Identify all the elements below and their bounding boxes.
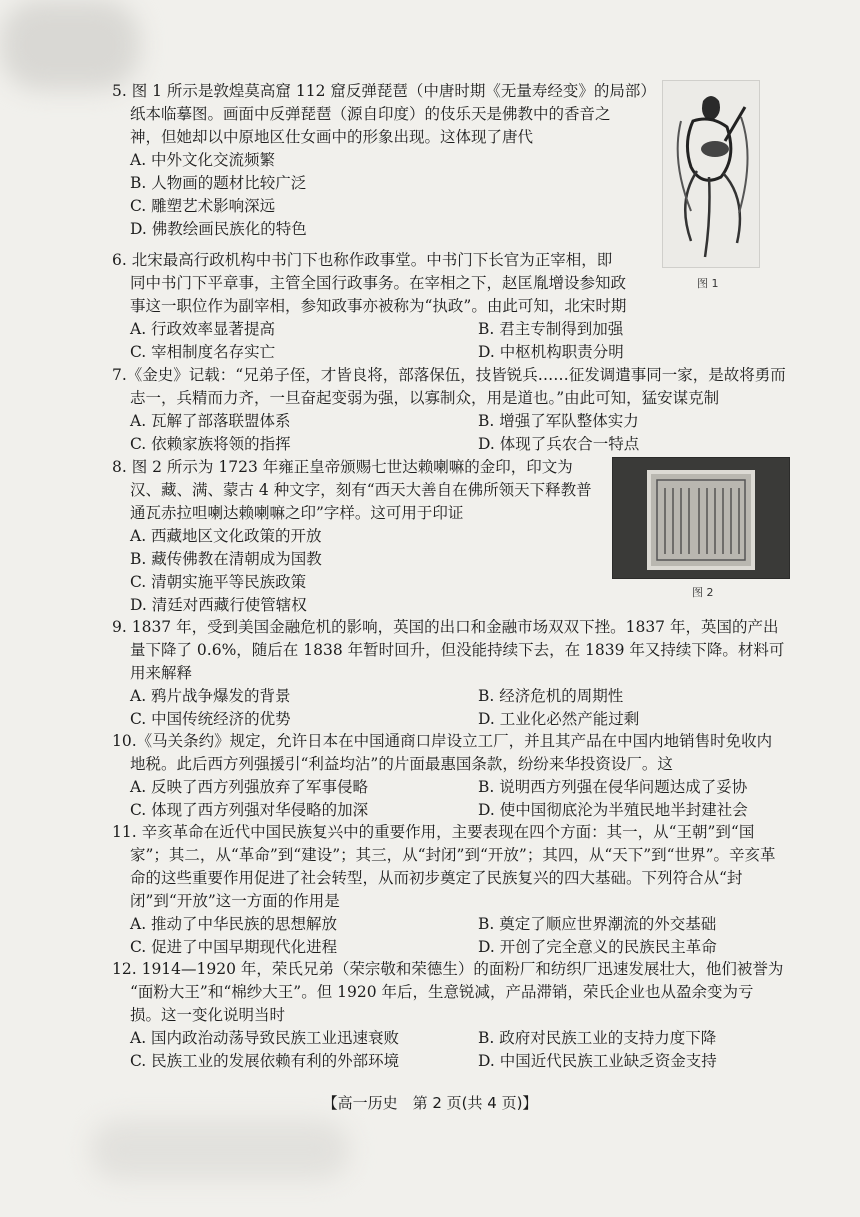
question-11-stem-line: 家”；其二，从“革命”到“建设”；其三，从“封闭”到“开放”；其四，从“天下”到“世界”。辛亥革 — [130, 846, 776, 864]
question-12-stem-line: “面粉大王”和“棉纱大王”。但 1920 年后，生意锐减，产品滞销，荣氏企业也从盈余变为亏 — [130, 983, 754, 1001]
question-11-option-a: A. 推动了中华民族的思想解放 — [130, 915, 338, 933]
page-footer: 【高一历史 第 2 页(共 4 页)】 — [322, 1094, 538, 1112]
question-12-option-a: A. 国内政治动荡导致民族工业迅速衰败 — [130, 1029, 400, 1047]
question-11-option-b: B. 奠定了顺应世界潮流的外交基础 — [478, 915, 717, 933]
question-10-option-c: C. 体现了西方列强对华侵略的加深 — [130, 801, 369, 819]
question-7-option-b: B. 增强了军队整体实力 — [478, 412, 639, 430]
question-9-option-b: B. 经济危机的周期性 — [478, 687, 624, 705]
scan-smudge-top-left — [0, 0, 140, 90]
question-7 — [112, 364, 812, 456]
figure-2-image — [612, 457, 790, 579]
question-9-option-d: D. 工业化必然产能过剩 — [478, 710, 640, 728]
question-9-options — [112, 685, 812, 731]
question-8-stem-line: 通瓦赤拉呾喇达赖喇嘛之印”字样。这可用于印证 — [130, 504, 464, 522]
question-5 — [112, 80, 672, 241]
question-9-option-a: A. 鸦片战争爆发的背景 — [130, 687, 291, 705]
question-6 — [112, 249, 792, 364]
question-9-stem-line: 9. 1837 年，受到美国金融危机的影响，英国的出口和金融市场双双下挫。1837 年，英国的产出 — [112, 618, 779, 636]
question-5-option-a: A. 中外文化交流频繁 — [130, 151, 276, 169]
question-6-option-b: B. 君主专制得到加强 — [478, 320, 624, 338]
question-12-option-c: C. 民族工业的发展依赖有利的外部环境 — [130, 1052, 400, 1070]
question-12 — [112, 958, 812, 1073]
question-6-option-d: D. 中枢机构职责分明 — [478, 343, 624, 361]
question-11 — [112, 821, 812, 959]
question-5-option-b: B. 人物画的题材比较广泛 — [130, 174, 307, 192]
question-12-stem-line: 12. 1914—1920 年，荣氏兄弟（荣宗敬和荣德生）的面粉厂和纺织厂迅速发展壮大，他们被誉为 — [112, 960, 784, 978]
question-12-options — [112, 1027, 812, 1073]
question-8-option-b: B. 藏传佛教在清朝成为国教 — [130, 550, 322, 568]
question-8-stem-line: 汉、藏、满、蒙古 4 种文字，刻有“西天大善自在佛所领天下释教普 — [130, 481, 592, 499]
question-7-stem-line: 志一，兵精而力齐，一旦奋起变弱为强，以寡制众，用是道也。”由此可知，猛安谋克制 — [130, 389, 720, 407]
question-9-stem-line: 用来解释 — [130, 664, 193, 682]
question-11-option-c: C. 促进了中国早期现代化进程 — [130, 938, 338, 956]
question-10-option-d: D. 使中国彻底沦为半殖民地半封建社会 — [478, 801, 748, 819]
question-10-option-b: B. 说明西方列强在侵华问题达成了妥协 — [478, 778, 748, 796]
question-5-option-c: C. 雕塑艺术影响深远 — [130, 197, 276, 215]
question-7-options — [112, 410, 812, 456]
question-7-option-d: D. 体现了兵农合一特点 — [478, 435, 640, 453]
question-7-option-c: C. 依赖家族将领的指挥 — [130, 435, 291, 453]
question-9-option-c: C. 中国传统经济的优势 — [130, 710, 291, 728]
question-12-option-d: D. 中国近代民族工业缺乏资金支持 — [478, 1052, 717, 1070]
question-8 — [112, 456, 612, 617]
question-8-option-a: A. 西藏地区文化政策的开放 — [130, 527, 322, 545]
question-6-stem-line: 同中书门下平章事，主管全国行政事务。在宰相之下，赵匡胤增设参知政 — [130, 274, 627, 292]
question-6-stem-line: 事这一职位作为副宰相，参知政事亦被称为“执政”。由此可知，北宋时期 — [130, 297, 627, 315]
question-10-stem-line: 10.《马关条约》规定，允许日本在中国通商口岸设立工厂，并且其产品在中国内地销售时免收内 — [112, 732, 773, 750]
question-5-stem-line: 纸本临摹图。画面中反弹琵琶（源自印度）的伎乐天是佛教中的香音之 — [130, 105, 611, 123]
question-7-stem-line: 7.《金史》记载：“兄弟子侄，才皆良将，部落保伍，技皆锐兵……征发调遣事同一家，是故将勇而 — [112, 366, 786, 384]
question-8-stem-line: 8. 图 2 所示为 1723 年雍正皇帝颁赐七世达赖喇嘛的金印，印文为 — [112, 458, 573, 476]
question-6-stem-line: 6. 北宋最高行政机构中书门下也称作政事堂。中书门下长官为正宰相，即 — [112, 251, 613, 269]
question-10-options — [112, 776, 812, 822]
question-10-stem-line: 地税。此后西方列强援引“利益均沾”的片面最惠国条款，纷纷来华投资设厂。这 — [130, 755, 673, 773]
question-5-stem-line: 神，但她却以中原地区仕女画中的形象出现。这体现了唐代 — [130, 128, 534, 146]
question-11-stem-line: 11. 辛亥革命在近代中国民族复兴中的重要作用，主要表现在四个方面：其一，从“王朝”到“国 — [112, 823, 755, 841]
question-11-option-d: D. 开创了完全意义的民族民主革命 — [478, 938, 717, 956]
question-7-option-a: A. 瓦解了部落联盟体系 — [130, 412, 291, 430]
figure-1-image — [662, 80, 760, 268]
question-6-options — [112, 318, 792, 364]
question-12-stem-line: 损。这一变化说明当时 — [130, 1006, 286, 1024]
question-5-option-d: D. 佛教绘画民族化的特色 — [130, 220, 307, 238]
question-6-option-c: C. 宰相制度名存实亡 — [130, 343, 276, 361]
question-10 — [112, 730, 812, 822]
golden-seal-illustration — [613, 458, 789, 578]
question-6-option-a: A. 行政效率显著提高 — [130, 320, 276, 338]
question-8-option-d: D. 清廷对西藏行使管辖权 — [130, 596, 307, 614]
scan-smudge-bottom-left — [90, 1120, 350, 1180]
question-11-stem-line: 命的这些重要作用促进了社会转型，从而初步奠定了民族复兴的四大基础。下列符合从“封 — [130, 869, 743, 887]
question-10-option-a: A. 反映了西方列强放弃了军事侵略 — [130, 778, 369, 796]
question-9-stem-line: 量下降了 0.6%，随后在 1838 年暂时回升，但没能持续下去，在 1839 年又持续下降。材料可 — [130, 641, 785, 659]
question-5-stem-line: 5. 图 1 所示是敦煌莫高窟 112 窟反弹琵琶（中唐时期《无量寿经变》的局部） — [112, 82, 656, 100]
dancer-illustration — [663, 81, 759, 267]
question-8-option-c: C. 清朝实施平等民族政策 — [130, 573, 307, 591]
figure-2-label: 图 2 — [692, 586, 714, 599]
question-11-options — [112, 913, 812, 959]
question-12-option-b: B. 政府对民族工业的支持力度下降 — [478, 1029, 717, 1047]
figure-1-label: 图 1 — [697, 277, 719, 290]
question-9 — [112, 616, 812, 731]
question-11-stem-line: 闭”到“开放”这一方面的作用是 — [130, 892, 340, 910]
